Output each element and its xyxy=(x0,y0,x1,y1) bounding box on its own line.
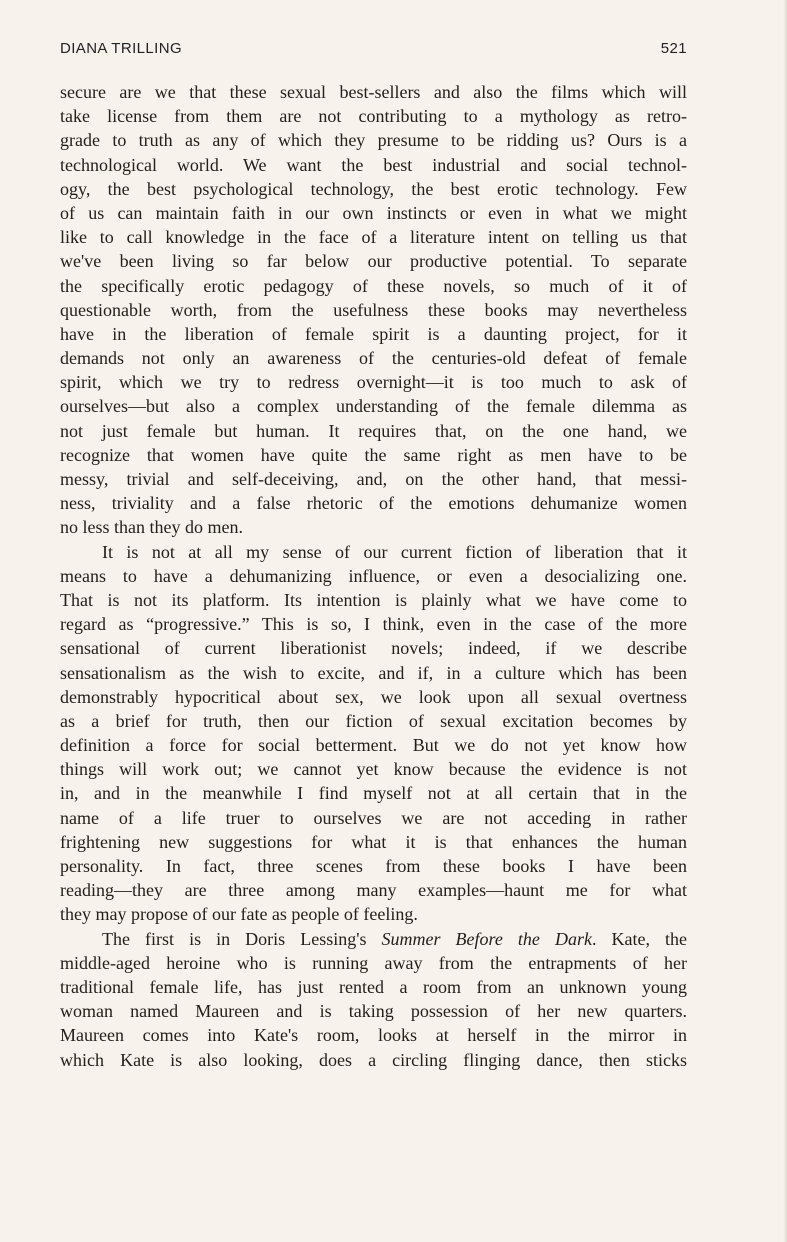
text-line: Maureen comes into Kate's room, looks at herself in the mirror in xyxy=(60,1025,687,1046)
body-text xyxy=(60,80,687,1072)
page-edge-shadow xyxy=(783,0,787,1242)
text-line: The first is in Doris Lessing's Summer Before the Dark. Kate, the xyxy=(102,928,687,949)
text-line: as a brief for truth, then our fiction of sexual excitation becomes by xyxy=(60,710,687,731)
text-line: That is not its platform. Its intention is plainly what we have come to xyxy=(60,589,687,610)
text-line: demands not only an awareness of the centuries-old defeat of female xyxy=(60,348,687,369)
text-line: personality. In fact, three scenes from these books I have been xyxy=(60,856,687,876)
text-line: definition a force for social betterment. But we do not yet know how xyxy=(60,735,687,756)
book-title: Summer Before the Dark xyxy=(381,928,592,949)
page-header xyxy=(60,40,687,60)
text-line: sensationalism as the wish to excite, and if, in a culture which has been xyxy=(60,662,687,683)
paragraph-1 xyxy=(60,80,687,540)
text-line: grade to truth as any of which they presume to be ridding us? Ours is a xyxy=(60,130,687,151)
text-line: recognize that women have quite the same right as men have to be xyxy=(60,444,687,465)
text-line: middle-aged heroine who is running away from the entrapments of her xyxy=(60,952,687,973)
text-line: name of a life truer to ourselves we are not acceding in rather xyxy=(60,807,687,828)
text-line: ogy, the best psychological technology, the best erotic technology. Few xyxy=(60,178,687,199)
text-line: take license from them are not contributing to a mythology as retro- xyxy=(60,106,687,127)
text-line: which Kate is also looking, does a circling flinging dance, then sticks xyxy=(60,1049,687,1070)
text-line: things will work out; we cannot yet know because the evidence is not xyxy=(60,759,687,780)
text-line: spirit, which we try to redress overnight—it is too much to ask of xyxy=(60,372,687,393)
text-line: regard as “progressive.” This is so, I think, even in the case of the more xyxy=(60,614,687,635)
text-line: in, and in the meanwhile I find myself not at all certain that in the xyxy=(60,783,687,804)
text-line: ness, triviality and a false rhetoric of the emotions dehumanize women xyxy=(60,493,687,514)
text-line: means to have a dehumanizing influence, or even a desocializing one. xyxy=(60,565,687,586)
text-line: the specifically erotic pedagogy of these novels, so much of it of xyxy=(60,275,687,296)
text-line: technological world. We want the best industrial and social technol- xyxy=(60,154,687,175)
text-line: secure are we that these sexual best-sellers and also the films which will xyxy=(60,82,687,102)
text-line: no less than they do men. xyxy=(60,517,243,538)
paragraph-3 xyxy=(60,927,687,1072)
text-line: have in the liberation of female spirit is a daunting project, for it xyxy=(60,323,687,344)
text-line: reading—they are three among many examples—haunt me for what xyxy=(60,880,687,901)
paragraph-2 xyxy=(60,540,687,927)
text-line: messy, trivial and self-deceiving, and, on the other hand, that messi- xyxy=(60,469,687,489)
text-line: we've been living so far below our productive potential. To separate xyxy=(60,251,687,272)
text-line: like to call knowledge in the face of a literature intent on telling us that xyxy=(60,227,687,248)
text-line: traditional female life, has just rented a room from an unknown young xyxy=(60,976,687,997)
text-line: sensational of current liberationist novels; indeed, if we describe xyxy=(60,638,687,659)
text-line: questionable worth, from the usefulness these books may nevertheless xyxy=(60,299,687,320)
page-number: 521 xyxy=(660,40,687,57)
text-line: woman named Maureen and is taking possession of her new quarters. xyxy=(60,1001,687,1022)
text-line: they may propose of our fate as people of feeling. xyxy=(60,904,418,925)
text-line: of us can maintain faith in our own instincts or even in what we might xyxy=(60,202,687,223)
text-line: not just female but human. It requires that, on the one hand, we xyxy=(60,420,687,441)
text-line: ourselves—but also a complex understanding of the female dilemma as xyxy=(60,396,687,417)
text-line: frightening new suggestions for what it is that enhances the human xyxy=(60,831,687,852)
running-head: DIANA TRILLING xyxy=(60,40,183,57)
text-line: It is not at all my sense of our current fiction of liberation that it xyxy=(102,541,687,562)
text-line: demonstrably hypocritical about sex, we look upon all sexual overtness xyxy=(60,686,687,707)
